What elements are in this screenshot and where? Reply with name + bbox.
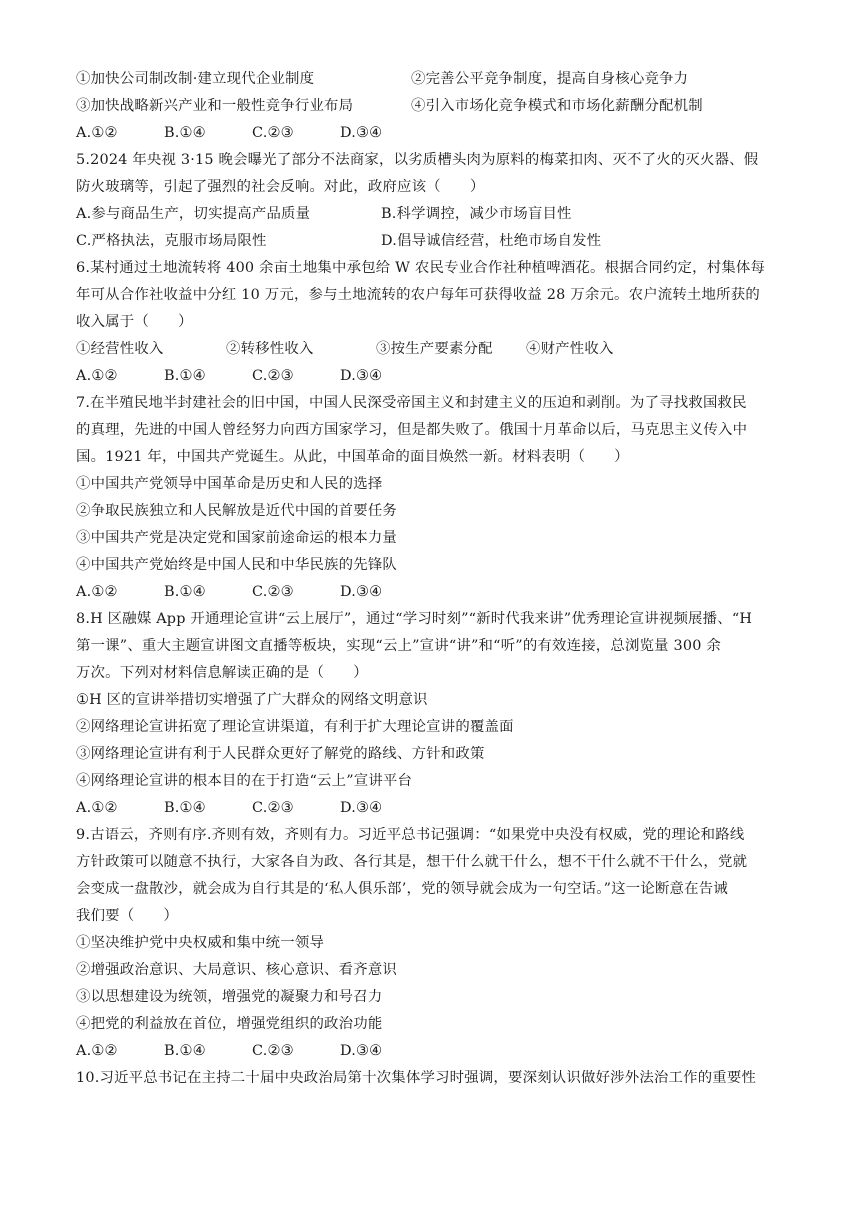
choice-b: B.科学调控，减少市场盲目性 xyxy=(381,206,572,222)
option-3: ③中国共产党是决定党和国家前途命运的根本力量 xyxy=(76,530,397,546)
question-9 xyxy=(76,822,796,1065)
question-stem: 国。1921 年，中国共产党诞生。从此，中国革命的面目焕然一新。材料表明（ ） xyxy=(76,449,629,465)
option-4: ④财产性收入 xyxy=(526,341,614,357)
option-3: ③以思想建设为统领，增强党的凝聚力和号召力 xyxy=(76,989,383,1005)
question-stem: 会变成一盘散沙，就会成为自行其是的‘私人俱乐部’，党的领导就会成为一句空话。”这一论断意在告诫 xyxy=(76,881,728,897)
question-stem: 收入属于（ ） xyxy=(76,314,193,330)
answer-choices xyxy=(76,1038,796,1065)
option-2: ②网络理论宣讲拓宽了理论宣讲渠道，有利于扩大理论宣讲的覆盖面 xyxy=(76,719,514,735)
choice-c: C.②③ xyxy=(252,800,294,816)
choice-d: D.倡导诚信经营，杜绝市场自发性 xyxy=(381,233,602,249)
choice-b: B.①④ xyxy=(164,584,206,600)
choice-d: D.③④ xyxy=(340,1043,383,1059)
question-6 xyxy=(76,255,796,390)
choice-c: C.②③ xyxy=(252,368,294,384)
option-3: ③按生产要素分配 xyxy=(376,341,493,357)
option-1: ①H 区的宣讲举措切实增强了广大群众的网络文明意识 xyxy=(76,692,428,708)
option-4: ④把党的利益放在首位，增强党组织的政治功能 xyxy=(76,1016,383,1032)
option-4: ④网络理论宣讲的根本目的在于打造“云上”宣讲平台 xyxy=(76,773,413,789)
question-stem: 6.某村通过土地流转将 400 余亩土地集中承包给 W 农民专业合作社种植啤酒花。根据合同约定，村集体每 xyxy=(76,260,766,276)
choice-c: C.严格执法，克服市场局限性 xyxy=(76,233,267,249)
choice-a: A.参与商品生产，切实提高产品质量 xyxy=(76,206,311,222)
option-2: ②完善公平竞争制度，提高自身核心竞争力 xyxy=(411,71,689,87)
choice-c: C.②③ xyxy=(252,584,294,600)
question-10 xyxy=(76,1065,796,1092)
question-stem: 10.习近平总书记在主持二十届中央政治局第十次集体学习时强调，要深刻认识做好涉外法治工作的重要性 xyxy=(76,1070,757,1086)
option-4: ④引入市场化竞争模式和市场化薪酬分配机制 xyxy=(411,98,703,114)
question-stem: 防火玻璃等，引起了强烈的社会反响。对此，政府应该（ ） xyxy=(76,179,485,195)
choice-a: A.①② xyxy=(76,125,118,141)
answer-choices xyxy=(76,363,796,390)
answer-choices xyxy=(76,579,796,606)
option-2: ②争取民族独立和人民解放是近代中国的首要任务 xyxy=(76,503,397,519)
choice-a: A.①② xyxy=(76,368,118,384)
option-2: ②增强政治意识、大局意识、核心意识、看齐意识 xyxy=(76,962,397,978)
question-stem: 方针政策可以随意不执行，大家各自为政、各行其是，想干什么就干什么，想不干什么就不干什么，党就 xyxy=(76,854,748,870)
question-8 xyxy=(76,606,796,822)
option-3: ③网络理论宣讲有利于人民群众更好了解党的路线、方针和政策 xyxy=(76,746,485,762)
choice-b: B.①④ xyxy=(164,368,206,384)
option-2: ②转移性收入 xyxy=(226,341,314,357)
choice-a: A.①② xyxy=(76,584,118,600)
question-stem: 第一课”、重大主题宣讲图文直播等板块，实现“云上”宣讲“讲”和“听”的有效连接，总浏览量 300 余 xyxy=(76,638,721,654)
choice-d: D.③④ xyxy=(340,584,383,600)
question-stem: 年可从合作社收益中分红 10 万元，参与土地流转的农户每年可获得收益 28 万余元。农户流转土地所获的 xyxy=(76,287,760,303)
answer-choices xyxy=(76,120,796,147)
choice-c: C.②③ xyxy=(252,125,294,141)
option-1: ①经营性收入 xyxy=(76,341,164,357)
question-5 xyxy=(76,147,796,255)
option-4: ④中国共产党始终是中国人民和中华民族的先锋队 xyxy=(76,557,397,573)
choice-b: B.①④ xyxy=(164,800,206,816)
question-stem: 9.古语云，齐则有序.齐则有效，齐则有力。习近平总书记强调：“如果党中央没有权威，党的理论和路线 xyxy=(76,827,745,843)
option-1: ①加快公司制改制·建立现代企业制度 xyxy=(76,71,315,87)
choice-c: C.②③ xyxy=(252,1043,294,1059)
question-stem: 7.在半殖民地半封建社会的旧中国，中国人民深受帝国主义和封建主义的压迫和剥削。为了寻找救国救民 xyxy=(76,395,747,411)
choice-a: A.①② xyxy=(76,800,118,816)
answer-choices xyxy=(76,795,796,822)
choice-b: B.①④ xyxy=(164,125,206,141)
choice-a: A.①② xyxy=(76,1043,118,1059)
question-stem: 5.2024 年央视 3·15 晚会曝光了部分不法商家，以劣质槽头肉为原料的梅菜扣肉、灭不了火的灭火器、假 xyxy=(76,152,759,168)
option-1: ①坚决维护党中央权威和集中统一领导 xyxy=(76,935,325,951)
exam-page xyxy=(76,66,796,1092)
choice-d: D.③④ xyxy=(340,800,383,816)
question-stem: 我们要（ ） xyxy=(76,908,179,924)
question-stem: 的真理，先进的中国人曾经努力向西方国家学习，但是都失败了。俄国十月革命以后，马克思主义传入中 xyxy=(76,422,748,438)
question-stem: 万次。下列对材料信息解读正确的是（ ） xyxy=(76,665,368,681)
choice-d: D.③④ xyxy=(340,368,383,384)
choice-b: B.①④ xyxy=(164,1043,206,1059)
choice-d: D.③④ xyxy=(340,125,383,141)
question-7 xyxy=(76,390,796,606)
question-stem: 8.H 区融媒 App 开通理论宣讲“云上展厅”，通过“学习时刻”“新时代我来讲”优秀理论宣讲视频展播、“H xyxy=(76,611,753,627)
question-4-options xyxy=(76,66,796,147)
option-3: ③加快战略新兴产业和一般性竞争行业布局 xyxy=(76,98,354,114)
option-1: ①中国共产党领导中国革命是历史和人民的选择 xyxy=(76,476,383,492)
